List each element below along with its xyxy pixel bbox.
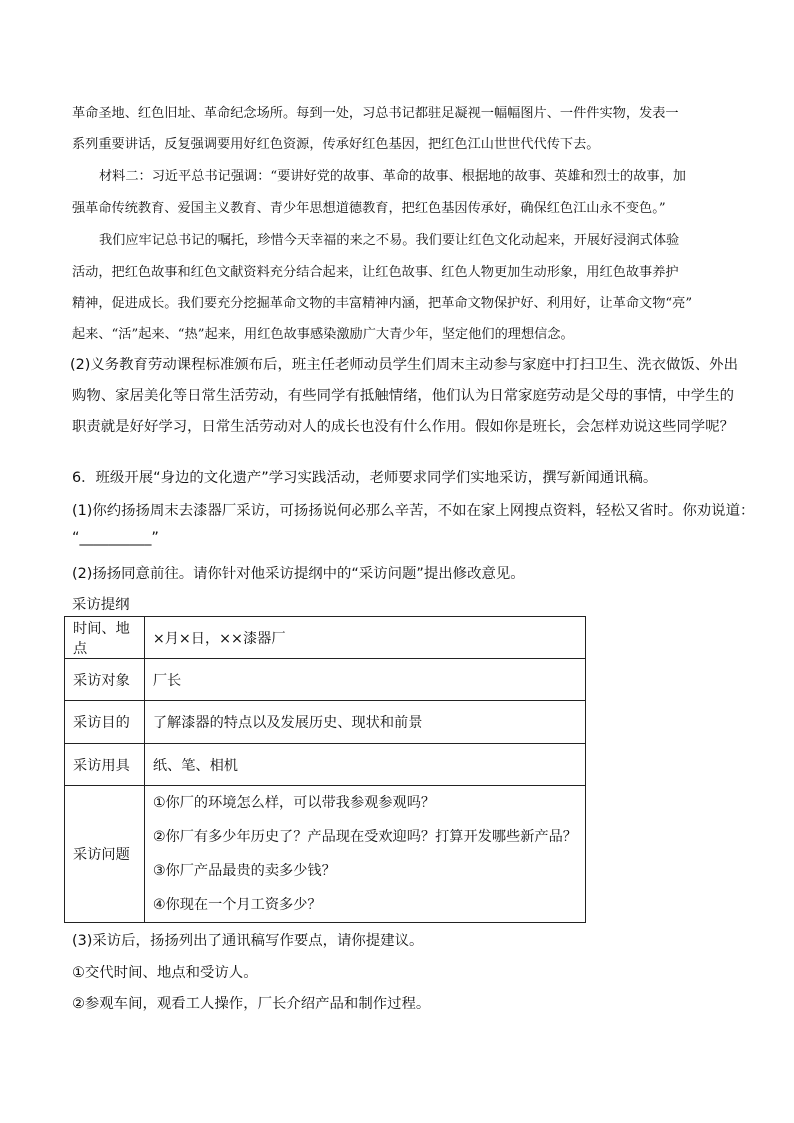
question-text: (2)义务教育劳动课程标准颁布后，班主任老师动员学生们周末主动参与家庭中打扫卫生、洗衣做饭、外出 bbox=[70, 357, 738, 373]
row-label: 采访目的 bbox=[65, 701, 145, 744]
question-text: 购物、家居美化等日常生活劳动，有些同学有抵触情绪，他们认为日常家庭劳动是父母的事情，中学生的 bbox=[72, 388, 734, 404]
row-label: 采访问题 bbox=[65, 786, 145, 923]
table-row bbox=[65, 744, 586, 786]
question-text: 职责就是好好学习，日常生活劳动对人的成长也没有什么作用。假如你是班长，会怎样劝说这些同学呢？ bbox=[72, 419, 734, 435]
table-row bbox=[65, 786, 586, 923]
interview-outline-table bbox=[64, 616, 586, 923]
sub-question-1: (1)你约扬扬周末去漆器厂采访，可扬扬说何必那么辛苦，不如在家上网搜点资料，轻松又省时。你劝说道： bbox=[72, 503, 755, 519]
table-row bbox=[65, 659, 586, 701]
row-value: ×月×日，××漆器厂 bbox=[144, 617, 585, 659]
interview-question: ①你厂的环境怎么样，可以带我参观参观吗？ bbox=[152, 795, 436, 811]
writing-point: ②参观车间，观看工人操作，厂长介绍产品和制作过程。 bbox=[72, 996, 431, 1012]
question-title: 6．班级开展“身边的文化遗产”学习实践活动，老师要求同学们实地采访，撰写新闻通讯稿。 bbox=[72, 470, 658, 486]
passage-line: 起来、“活”起来、“热”起来，用红色故事感染激励广大青少年，坚定他们的理想信念。 bbox=[72, 327, 574, 342]
outline-title: 采访提纲 bbox=[72, 597, 130, 613]
row-value: 了解漆器的特点以及发展历史、现状和前景 bbox=[144, 701, 585, 744]
row-label: 时间、地点 bbox=[65, 617, 145, 659]
table-row bbox=[65, 617, 586, 659]
row-label: 采访用具 bbox=[65, 744, 145, 786]
table-row bbox=[65, 701, 586, 744]
passage-line: 系列重要讲话，反复强调要用好红色资源，传承好红色基因，把红色江山世世代代传下去。 bbox=[72, 137, 600, 152]
row-value: 厂长 bbox=[144, 659, 585, 701]
row-value: 纸、笔、相机 bbox=[144, 744, 585, 786]
passage-line: 强革命传统教育、爱国主义教育、青少年思想道德教育，把红色基因传承好，确保红色江山永不变色。” bbox=[72, 201, 666, 216]
row-label: 采访对象 bbox=[65, 659, 145, 701]
passage-line: 材料二：习近平总书记强调：“要讲好党的故事、革命的故事、根据地的故事、英雄和烈士的故事，加 bbox=[99, 169, 686, 184]
answer-blank: “__________” bbox=[72, 530, 159, 546]
passage-line: 我们应牢记总书记的嘱托，珍惜今天幸福的来之不易。我们要让红色文化动起来，开展好浸润式体验 bbox=[99, 233, 680, 248]
writing-point: ①交代时间、地点和受访人。 bbox=[72, 965, 258, 981]
passage-line: 精神，促进成长。我们要充分挖掘革命文物的丰富精神内涵，把革命文物保护好、利用好，让革命文物“亮” bbox=[72, 296, 693, 311]
interview-question: ③你厂产品最贵的卖多少钱？ bbox=[152, 863, 336, 879]
passage-line: 革命圣地、红色旧址、革命纪念场所。每到一处，习总书记都驻足凝视一幅幅图片、一件件实物，发表一 bbox=[72, 106, 679, 121]
passage-line: 活动，把红色故事和红色文献资料充分结合起来，让红色故事、红色人物更加生动形象，用红色故事养护 bbox=[72, 265, 679, 280]
interview-question: ④你现在一个月工资多少？ bbox=[152, 897, 322, 913]
interview-question: ②你厂有多少年历史了？产品现在受欢迎吗？打算开发哪些新产品？ bbox=[152, 829, 577, 845]
questions-cell bbox=[144, 786, 585, 923]
sub-question-2: (2)扬扬同意前往。请你针对他采访提纲中的“采访问题”提出修改意见。 bbox=[72, 566, 525, 582]
sub-question-3: (3)采访后，扬扬列出了通讯稿写作要点，请你提建议。 bbox=[72, 933, 424, 949]
